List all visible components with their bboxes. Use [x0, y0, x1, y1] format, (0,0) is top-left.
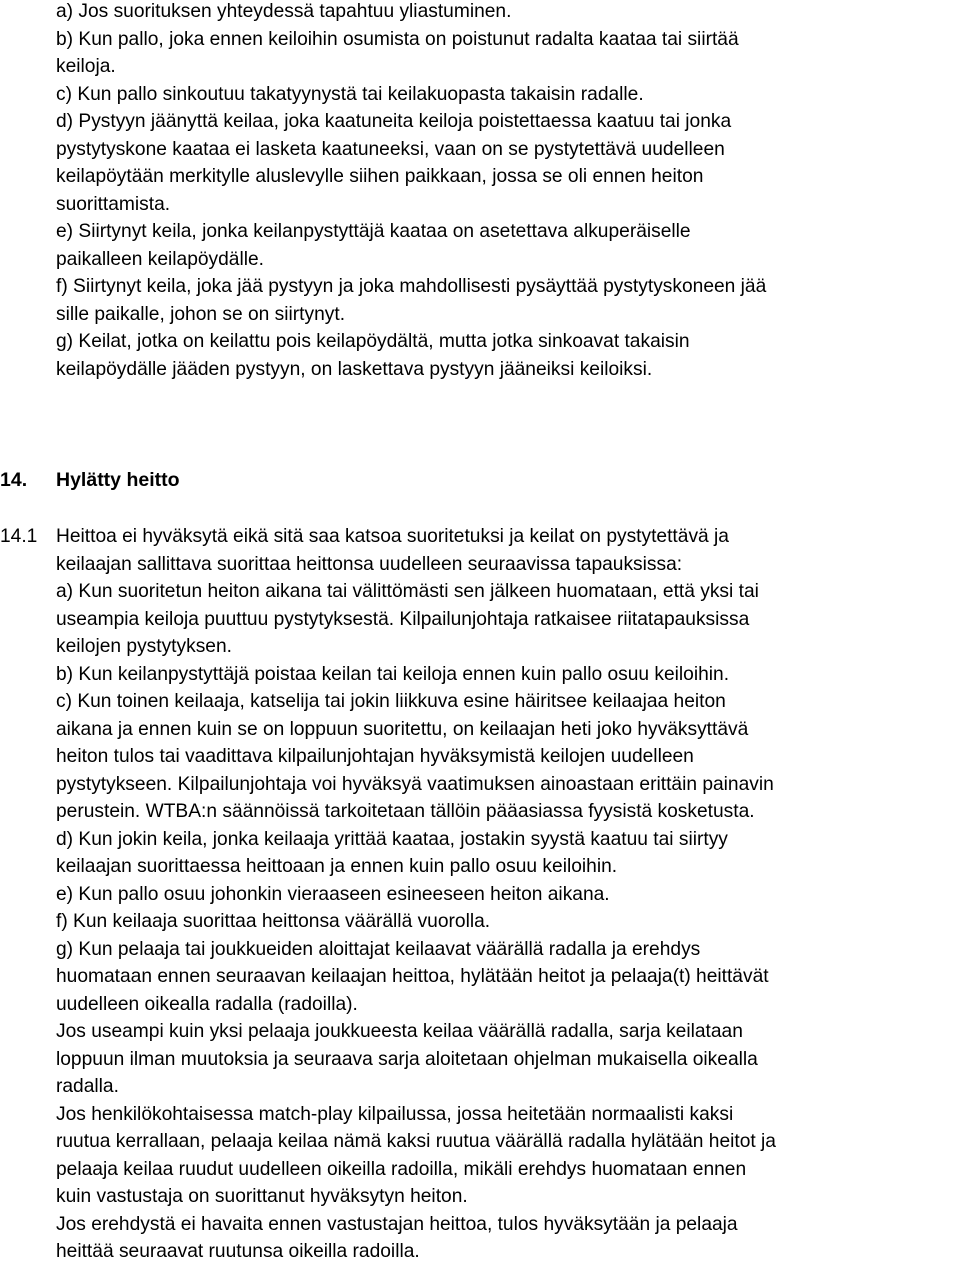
body-line: uudelleen oikealla radalla (radoilla). — [56, 993, 358, 1015]
body-line: useampia keiloja puuttuu pystytyksestä. Kilpailunjohtaja ratkaisee riitatapauksissa — [56, 608, 750, 630]
top-rule-list — [56, 0, 956, 383]
body-line: keilaajan sallittava suorittaa heittonsa uudelleen seuraavissa tapauksissa: — [56, 553, 683, 575]
list-line: paikalleen keilapöydälle. — [56, 248, 265, 270]
body-line: keilaajan suorittaessa heittoaan ja ennen kuin pallo osuu keiloihin. — [56, 856, 618, 877]
body-line: b) Kun keilanpystyttäjä poistaa keilan tai keiloja ennen kuin pallo osuu keiloihin. — [56, 663, 730, 685]
body-line: Jos erehdystä ei havaita ennen vastustajan heittoa, tulos hyväksytään ja pelaaja — [56, 1213, 738, 1235]
body-line: Jos useampi kuin yksi pelaaja joukkueesta keilaa väärällä radalla, sarja keilataan — [56, 1021, 743, 1042]
subsection-lead-text: Heittoa ei hyväksytä eikä sitä saa katsoa suoritetuksi ja keilat on pystytettävä ja — [56, 526, 729, 547]
body-line: heittää seuraavat ruutunsa oikeilla radoilla. — [56, 1241, 420, 1262]
subsection-first-line — [0, 523, 960, 551]
body-line: g) Kun pelaaja tai joukkueiden aloittajat keilaavat väärällä radalla ja erehdys — [56, 938, 701, 960]
body-line: e) Kun pallo osuu johonkin vieraaseen esineeseen heiton aikana. — [56, 883, 610, 905]
body-line: d) Kun jokin keila, jonka keilaaja yrittää kaataa, jostakin syystä kaatuu tai siirtyy — [56, 828, 728, 850]
body-line: aikana ja ennen kuin se on loppuun suoritettu, on keilaajan heti joko hyväksyttävä — [56, 718, 749, 740]
body-line: loppuun ilman muutoksia ja seuraava sarja aloitetaan ohjelman mukaisella oikealla — [56, 1048, 758, 1070]
list-line: d) Pystyyn jäänyttä keilaa, joka kaatuneita keiloja poistettaessa kaatuu tai jonka — [56, 111, 732, 132]
subsection-body — [56, 551, 956, 1266]
list-line: e) Siirtynyt keila, jonka keilanpystyttäjä kaataa on asetettava alkuperäiselle — [56, 221, 691, 242]
body-line: heiton tulos tai vaadittava kilpailunjohtajan hyväksymistä keilojen uudelleen — [56, 746, 694, 767]
body-line: ruutua kerrallaan, pelaaja keilaa nämä kaksi ruutua väärällä radalla hylätään heitot ja — [56, 1131, 776, 1152]
section-heading — [0, 466, 180, 494]
body-line: radalla. — [56, 1076, 119, 1097]
section-number: 14. — [0, 469, 28, 491]
list-line: pystytyskone kaataa ei lasketa kaatuneeksi, vaan on se pystytettävä uudelleen — [56, 138, 725, 160]
list-line: b) Kun pallo, joka ennen keiloihin osumista on poistunut radalta kaataa tai siirtää — [56, 28, 739, 50]
body-line: pelaaja keilaa ruudut uudelleen oikeilla radoilla, mikäli erehdys huomataan ennen — [56, 1158, 747, 1180]
body-line: c) Kun toinen keilaaja, katselija tai jokin liikkuva esine häiritsee keilaajaa heiton — [56, 691, 726, 712]
body-line: Jos henkilökohtaisessa match-play kilpailussa, jossa heitetään normaalisti kaksi — [56, 1103, 734, 1125]
list-line: suorittamista. — [56, 193, 171, 215]
list-line: g) Keilat, jotka on keilattu pois keilapöydältä, mutta jotka sinkoavat takaisin — [56, 331, 690, 352]
subsection-number: 14.1 — [0, 526, 38, 547]
body-line: huomataan ennen seuraavan keilaajan heittoa, hylätään heitot ja pelaaja(t) heittävät — [56, 966, 769, 987]
body-line: perustein. WTBA:n säännöissä tarkoitetaan tällöin pääasiassa fyysistä kosketusta. — [56, 801, 755, 822]
body-line: kuin vastustaja on suorittanut hyväksytyn heiton. — [56, 1186, 468, 1207]
list-line: sille paikalle, johon se on siirtynyt. — [56, 303, 346, 325]
section-title: Hylätty heitto — [56, 469, 180, 491]
list-line: keiloja. — [56, 56, 116, 77]
body-line: f) Kun keilaaja suorittaa heittonsa väärällä vuorolla. — [56, 911, 491, 932]
list-line: c) Kun pallo sinkoutuu takatyynystä tai keilakuopasta takaisin radalle. — [56, 83, 644, 105]
list-line: keilapöytään merkitylle aluslevylle siihen paikkaan, jossa se oli ennen heiton — [56, 166, 704, 187]
body-line: pystytykseen. Kilpailunjohtaja voi hyväksyä vaatimuksen ainoastaan erittäin painavin — [56, 773, 774, 795]
body-line: keilojen pystytyksen. — [56, 636, 232, 657]
list-line: keilapöydälle jääden pystyyn, on laskettava pystyyn jääneiksi keiloiksi. — [56, 358, 653, 380]
list-line: f) Siirtynyt keila, joka jää pystyyn ja joka mahdollisesti pysäyttää pystytyskoneen jää — [56, 276, 767, 297]
body-line: a) Kun suoritetun heiton aikana tai välittömästi sen jälkeen huomataan, että yksi tai — [56, 581, 759, 602]
list-line: a) Jos suorituksen yhteydessä tapahtuu yliastuminen. — [56, 1, 512, 22]
